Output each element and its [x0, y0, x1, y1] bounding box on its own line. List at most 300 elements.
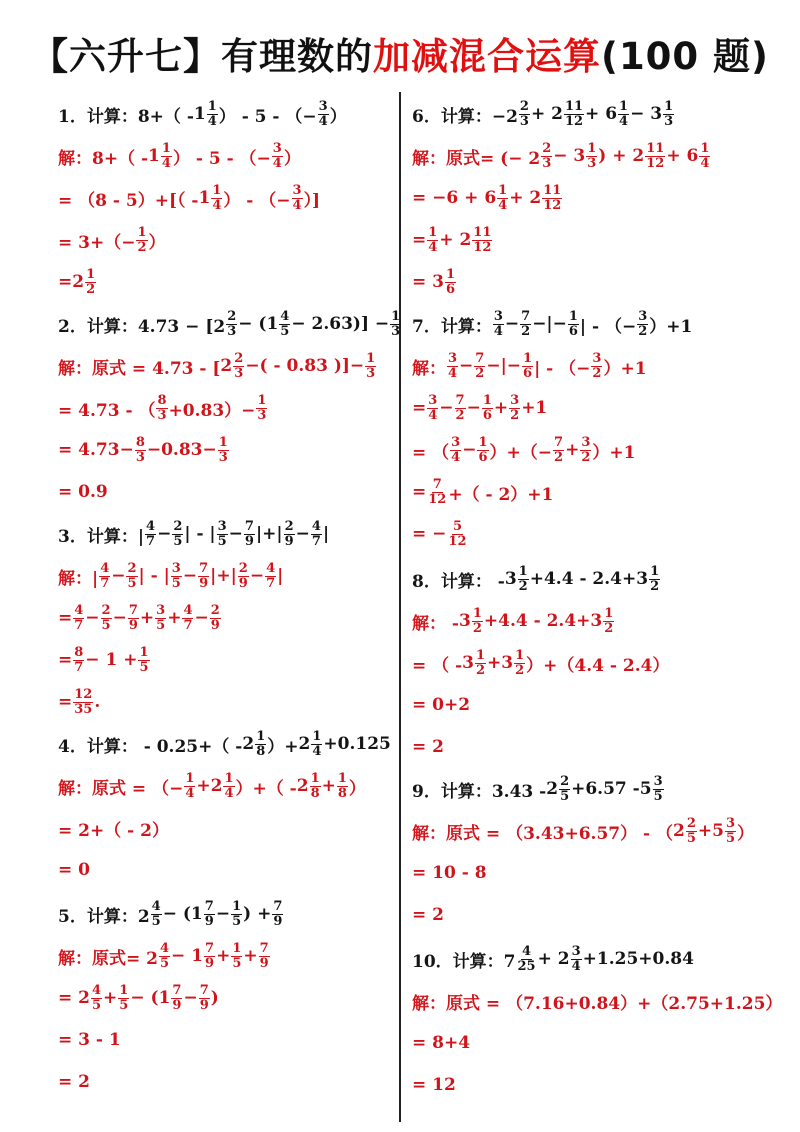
fraction — [91, 984, 102, 1013]
mixed-number-whole: 5 — [712, 821, 725, 841]
fraction — [542, 184, 562, 213]
fraction-denominator: 35 — [74, 701, 93, 717]
math-text: − — [459, 356, 474, 376]
math-text: 解： - — [412, 613, 459, 634]
fraction-numerator: 2 — [210, 602, 220, 618]
math-text: − 3 — [630, 104, 663, 124]
math-text: + — [139, 608, 155, 628]
fraction-numerator: 2 — [686, 815, 696, 831]
fraction-denominator: 5 — [560, 788, 570, 804]
fraction — [559, 775, 570, 804]
math-text: ）+1 — [592, 442, 636, 463]
math-text: + 2 — [439, 230, 472, 250]
fraction-denominator: 12 — [564, 113, 584, 129]
solution-line — [412, 136, 711, 176]
fraction-denominator: 7 — [311, 533, 321, 549]
fraction-denominator: 3 — [391, 323, 401, 339]
math-text: − — [215, 904, 231, 924]
math-text: −|− — [532, 314, 567, 334]
math-text: − — [295, 524, 310, 544]
fraction — [663, 100, 674, 129]
fraction-denominator: 6 — [568, 323, 578, 339]
fraction-denominator: 9 — [199, 575, 209, 591]
math-text: − — [504, 314, 520, 334]
solution-line — [412, 220, 493, 260]
fraction-denominator: 5 — [160, 955, 170, 971]
fraction-denominator: 4 — [448, 365, 458, 381]
fraction-numerator: 1 — [604, 605, 614, 621]
page-title — [0, 26, 800, 80]
fraction — [135, 436, 146, 465]
fraction — [571, 945, 582, 974]
solution-line — [412, 811, 754, 851]
math-text: = −6 + 6 — [412, 188, 497, 208]
fraction-numerator: 3 — [156, 602, 166, 618]
question-line — [412, 939, 694, 979]
mixed-number-whole: 3 — [462, 653, 474, 673]
math-text: = — [412, 482, 427, 502]
title-prefix: 【六升七】有理数的 — [31, 35, 374, 78]
fraction-numerator: 1 — [257, 392, 267, 408]
fraction — [649, 565, 660, 594]
fraction — [73, 604, 84, 633]
question-line — [412, 559, 661, 599]
math-text: . — [94, 692, 101, 712]
fraction-denominator: 3 — [664, 113, 674, 129]
solution-line — [412, 430, 635, 470]
title-highlight: 加减混合运算 — [373, 35, 602, 78]
fraction — [653, 775, 664, 804]
fraction-numerator: 2 — [238, 560, 248, 576]
math-text: ）+（4.4 - 2.4） — [526, 655, 670, 676]
fraction — [244, 520, 255, 549]
question-line — [412, 304, 692, 344]
fraction-denominator: 7 — [74, 617, 84, 633]
fraction-numerator: 2 — [227, 308, 237, 324]
fraction — [218, 436, 229, 465]
fraction-denominator: 2 — [518, 578, 528, 594]
fraction-numerator: 3 — [493, 308, 503, 324]
fraction-denominator: 4 — [318, 113, 328, 129]
fraction-numerator: 7 — [475, 350, 485, 366]
fraction — [447, 352, 458, 381]
fraction-numerator: 7 — [199, 982, 209, 998]
mixed-number-whole: 2 — [546, 779, 559, 799]
question-line — [412, 769, 665, 809]
math-text: − 2.63)] − — [291, 314, 390, 334]
math-text: ） - （− — [223, 190, 291, 211]
fraction-denominator: 2 — [510, 407, 520, 423]
math-text: − 3 — [553, 146, 586, 166]
fraction — [259, 942, 270, 971]
fraction-numerator: 1 — [568, 308, 578, 324]
fraction — [603, 607, 614, 636]
fraction-numerator: 7 — [259, 940, 269, 956]
math-text: ） — [329, 106, 347, 127]
fraction-denominator: 3 — [542, 155, 552, 171]
fraction-numerator: 3 — [292, 182, 302, 198]
mixed-number-whole: 5 — [639, 779, 652, 799]
fraction-denominator: 7 — [266, 575, 276, 591]
fraction — [318, 100, 329, 129]
question-line — [58, 894, 284, 934]
question-line — [412, 94, 675, 134]
fraction — [637, 310, 648, 339]
fraction-denominator: 4 — [292, 197, 302, 213]
fraction-denominator: 4 — [224, 785, 234, 801]
math-text: ) + 2 — [598, 146, 645, 166]
math-text: |+| — [210, 566, 237, 586]
fraction — [564, 100, 584, 129]
fraction-denominator: 4 — [312, 743, 322, 759]
fraction-numerator: 11 — [543, 182, 562, 198]
math-text: ) + — [243, 904, 272, 924]
solution-line — [58, 472, 108, 512]
math-text: − 1 — [171, 946, 204, 966]
solution-line — [412, 1065, 456, 1105]
fraction-numerator: 11 — [473, 224, 492, 240]
fraction-denominator: 6 — [478, 449, 488, 465]
fraction — [522, 352, 533, 381]
math-text: = — [58, 650, 73, 670]
fraction-numerator: 3 — [638, 308, 648, 324]
fraction-numerator: 1 — [619, 98, 629, 114]
fraction-denominator: 4 — [451, 449, 461, 465]
math-text: = — [58, 608, 73, 628]
fraction — [217, 520, 228, 549]
fraction — [541, 142, 552, 171]
solution-line — [58, 1062, 90, 1102]
solution-line — [412, 262, 457, 302]
fraction-denominator: 2 — [137, 239, 147, 255]
math-text: 解：8+（ - — [58, 148, 149, 169]
math-text: + — [196, 776, 211, 796]
math-text: 5．计算：2 — [58, 906, 150, 927]
fraction-numerator: 4 — [151, 898, 161, 914]
fraction-denominator: 9 — [273, 913, 283, 929]
fraction-denominator: 12 — [473, 239, 492, 255]
fraction-denominator: 9 — [128, 617, 138, 633]
mixed-number-whole: 3 — [458, 611, 471, 631]
title-suffix: (100 题) — [601, 35, 769, 78]
math-text: | - （− — [534, 358, 591, 379]
math-text: | - | — [184, 524, 216, 544]
fraction-numerator: 4 — [92, 982, 102, 998]
fraction-denominator: 9 — [210, 617, 220, 633]
fraction-numerator: 1 — [587, 140, 597, 156]
fraction — [231, 900, 242, 929]
fraction-denominator: 4 — [185, 785, 195, 801]
fraction-denominator: 4 — [428, 239, 438, 255]
math-text: = 0+2 — [412, 695, 471, 715]
fraction-denominator: 8 — [256, 743, 266, 759]
fraction-numerator: 7 — [455, 392, 465, 408]
fraction-numerator: 1 — [664, 98, 674, 114]
math-text: = （8 - 5）+[（ - — [58, 190, 199, 211]
fraction-numerator: 1 — [700, 140, 710, 156]
fraction — [279, 310, 290, 339]
fraction — [518, 565, 529, 594]
math-text: − 1 + — [85, 650, 138, 670]
fraction-numerator: 5 — [452, 518, 462, 534]
fraction-denominator: 5 — [156, 617, 166, 633]
fraction-numerator: 1 — [391, 308, 401, 324]
mixed-number-whole: 3 — [501, 653, 514, 673]
solution-line — [412, 727, 444, 767]
fraction — [310, 772, 321, 801]
fraction — [184, 772, 195, 801]
math-text: + — [167, 608, 182, 628]
fraction-denominator: 5 — [280, 323, 290, 339]
fraction-numerator: 4 — [146, 518, 156, 534]
math-text: − — [249, 566, 265, 586]
fraction — [171, 562, 182, 591]
fraction-numerator: 3 — [318, 98, 328, 114]
fraction-numerator: 3 — [451, 434, 461, 450]
math-text: + — [487, 653, 502, 673]
solution-line — [58, 978, 219, 1018]
fraction-denominator: 12 — [646, 155, 665, 171]
fraction-denominator: 6 — [482, 407, 492, 423]
fraction-denominator: 2 — [475, 662, 486, 678]
math-text: = 2 — [58, 1072, 90, 1092]
fraction-numerator: 1 — [515, 647, 525, 663]
math-text: +1 — [521, 398, 548, 418]
fraction-denominator: 6 — [446, 281, 456, 297]
fraction-numerator: 1 — [446, 266, 456, 282]
fraction — [272, 142, 283, 171]
math-text: + 6 — [585, 104, 618, 124]
fraction — [272, 900, 283, 929]
math-text: | — [277, 566, 284, 586]
math-text: ） — [737, 823, 755, 844]
fraction-denominator: 3 — [234, 365, 244, 381]
math-text: + — [697, 821, 713, 841]
fraction-denominator: 9 — [205, 955, 215, 971]
solution-line — [412, 388, 547, 428]
math-text: 解：| — [58, 568, 99, 589]
fraction-numerator: 1 — [224, 770, 234, 786]
fraction-numerator: 7 — [199, 560, 209, 576]
fraction — [455, 394, 466, 423]
fraction-denominator: 5 — [171, 575, 181, 591]
math-text: = — [412, 230, 427, 250]
fraction-numerator: 8 — [74, 644, 84, 660]
fraction-numerator: 1 — [218, 434, 228, 450]
math-text: 解： — [412, 358, 446, 379]
fraction-numerator: 3 — [726, 815, 736, 831]
fraction-denominator: 2 — [581, 449, 591, 465]
fraction-numerator: 3 — [171, 560, 181, 576]
fraction — [445, 268, 456, 297]
fraction — [311, 520, 322, 549]
math-text: − — [85, 608, 100, 628]
math-text: − (1 — [130, 988, 171, 1008]
fraction-denominator: 5 — [151, 913, 161, 929]
math-text: 4．计算： - 0.25+（ - — [58, 736, 243, 757]
fraction — [207, 100, 218, 129]
math-text: + 2 — [530, 104, 563, 124]
math-text: +4.4 - 2.4+ — [483, 611, 591, 631]
math-text: = 0 — [58, 860, 90, 880]
fraction-denominator: 3 — [218, 449, 228, 465]
fraction-denominator: 4 — [428, 407, 438, 423]
fraction — [126, 562, 137, 591]
fraction — [73, 688, 93, 717]
fraction-denominator: 9 — [259, 955, 269, 971]
fraction-numerator: 1 — [478, 434, 488, 450]
fraction — [255, 730, 266, 759]
fraction-denominator: 4 — [700, 155, 710, 171]
fraction-numerator: 3 — [217, 518, 227, 534]
fraction-numerator: 7 — [521, 308, 531, 324]
fraction-numerator: 1 — [212, 182, 222, 198]
fraction-numerator: 1 — [475, 647, 486, 663]
math-text: = （ - — [412, 655, 463, 676]
fraction-numerator: 1 — [256, 728, 266, 744]
fraction — [645, 142, 665, 171]
fraction-numerator: 2 — [284, 518, 294, 534]
fraction — [156, 394, 167, 423]
fraction-numerator: 7 — [128, 602, 138, 618]
solution-line — [412, 346, 647, 386]
math-text: = 4.73− — [58, 440, 134, 460]
fraction-numerator: 1 — [86, 266, 96, 282]
fraction-denominator: 5 — [173, 533, 183, 549]
math-text: − — [183, 988, 198, 1008]
fraction — [514, 649, 525, 678]
fraction — [292, 184, 303, 213]
math-text: +4.4 - 2.4+ — [529, 569, 637, 589]
math-text: = — [412, 398, 427, 418]
mixed-number-whole: 2 — [673, 821, 685, 841]
math-text: − — [462, 440, 477, 460]
fraction-numerator: 3 — [428, 392, 438, 408]
solution-line — [412, 1023, 470, 1063]
solution-line — [58, 682, 100, 722]
math-text: − — [182, 566, 198, 586]
fraction — [474, 352, 485, 381]
solution-line — [412, 601, 615, 641]
fraction-denominator: 9 — [244, 533, 254, 549]
fraction-numerator: 1 — [650, 563, 660, 579]
fraction — [159, 942, 170, 971]
fraction-denominator: 4 — [272, 155, 282, 171]
solution-line — [412, 895, 444, 935]
solution-line — [412, 685, 470, 725]
fraction-denominator: 3 — [587, 155, 597, 171]
fraction — [427, 226, 438, 255]
math-text: +0.125 — [323, 734, 391, 754]
fraction-numerator: 2 — [560, 773, 570, 789]
fraction-numerator: 2 — [542, 140, 552, 156]
fraction-denominator: 5 — [127, 575, 137, 591]
fraction-denominator: 3 — [519, 113, 529, 129]
math-text: = 12 — [412, 1075, 456, 1095]
fraction-denominator: 2 — [650, 578, 660, 594]
math-text: +6.57 - — [571, 779, 640, 799]
fraction-denominator: 4 — [571, 958, 581, 974]
fraction-denominator: 4 — [498, 197, 508, 213]
fraction — [204, 900, 215, 929]
math-text: + — [243, 946, 258, 966]
fraction — [477, 436, 488, 465]
solution-line — [58, 388, 268, 428]
math-text: −( - 0.83 )]− — [245, 356, 365, 376]
fraction-denominator: 7 — [183, 617, 193, 633]
solution-line — [58, 936, 271, 976]
solution-line — [412, 981, 782, 1021]
solution-line — [58, 430, 230, 470]
fraction — [210, 604, 221, 633]
solution-line — [58, 808, 169, 848]
math-text: 解：原式 = （− — [58, 778, 184, 799]
solution-line — [412, 472, 553, 512]
mixed-number-whole: 1 — [193, 104, 206, 124]
fraction — [199, 984, 210, 1013]
math-text: | - | — [138, 566, 170, 586]
fraction-numerator: 1 — [472, 605, 482, 621]
mixed-number-whole: 2 — [298, 734, 311, 754]
math-text: − — [111, 566, 126, 586]
fraction-numerator: 3 — [581, 434, 591, 450]
math-text: − — [228, 524, 243, 544]
fraction — [580, 436, 591, 465]
solution-line — [58, 220, 166, 260]
math-text: − — [112, 608, 127, 628]
fraction — [85, 268, 96, 297]
fraction — [519, 100, 530, 129]
fraction-denominator: 5 — [653, 788, 663, 804]
fraction-denominator: 3 — [135, 449, 145, 465]
fraction-numerator: 1 — [518, 563, 528, 579]
fraction-denominator: 12 — [428, 491, 447, 507]
fraction-numerator: 1 — [139, 644, 149, 660]
fraction-numerator: 4 — [160, 940, 170, 956]
fraction-denominator: 2 — [472, 620, 482, 636]
fraction-denominator: 9 — [199, 997, 209, 1013]
fraction-numerator: 1 — [232, 940, 242, 956]
math-text: = 4.73 - （ — [58, 400, 156, 421]
fraction-numerator: 3 — [510, 392, 520, 408]
fraction-numerator: 4 — [100, 560, 110, 576]
math-text: ） — [283, 148, 301, 169]
fraction — [509, 394, 520, 423]
fraction — [472, 226, 492, 255]
math-text: ）+1 — [603, 358, 647, 379]
math-text: 6．计算：−2 — [412, 106, 518, 127]
math-text: = 10 - 8 — [412, 863, 487, 883]
fraction-denominator: 8 — [310, 785, 320, 801]
fraction — [101, 604, 112, 633]
mixed-number-whole: 2 — [296, 776, 309, 796]
fraction-numerator: 2 — [101, 602, 111, 618]
math-text: ）+ — [267, 736, 299, 757]
fraction-denominator: 2 — [638, 323, 648, 339]
fraction-denominator: 6 — [523, 365, 533, 381]
math-text: 8．计算： - — [412, 571, 505, 592]
fraction-denominator: 5 — [139, 659, 149, 675]
fraction-denominator: 3 — [366, 365, 376, 381]
fraction — [284, 520, 295, 549]
mixed-number-whole: 3 — [504, 569, 517, 589]
fraction-numerator: 1 — [337, 770, 347, 786]
fraction-numerator: 1 — [232, 898, 242, 914]
fraction-numerator: 3 — [653, 773, 663, 789]
math-text: 解：原式= 2 — [58, 948, 158, 969]
fraction-denominator: 3 — [157, 407, 167, 423]
math-text: = 8+4 — [412, 1033, 471, 1053]
